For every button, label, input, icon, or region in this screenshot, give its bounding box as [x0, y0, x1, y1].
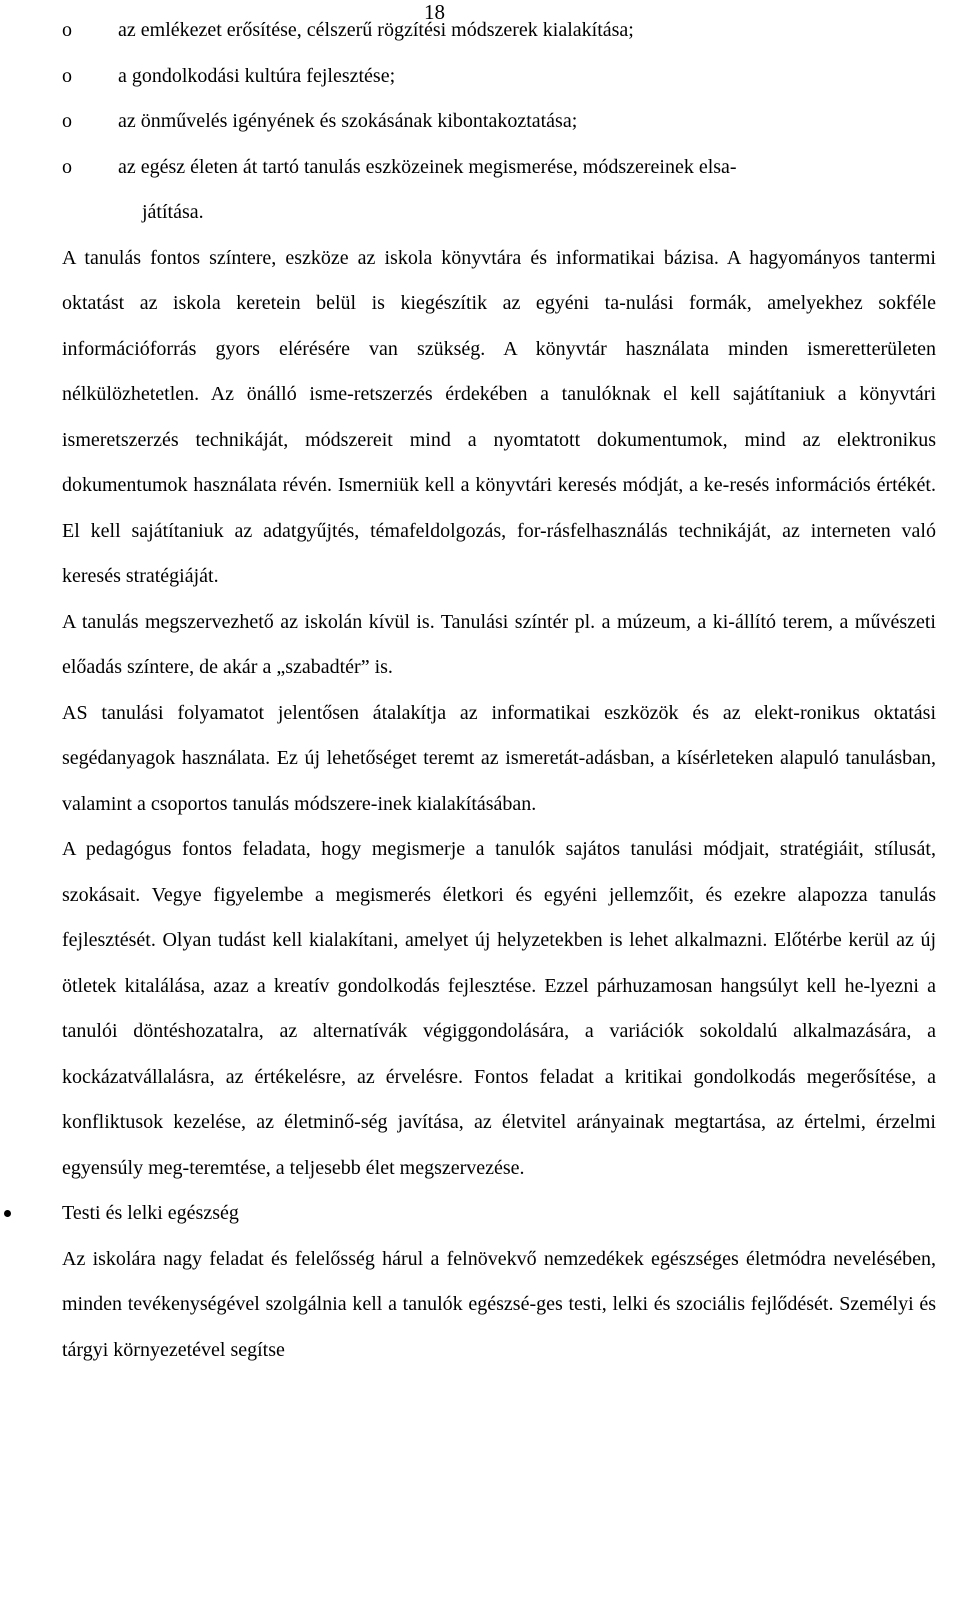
list-item-text: az egész életen át tartó tanulás eszközeinek megismerése, módszereinek elsa- — [118, 155, 737, 178]
list-marker: o — [62, 155, 72, 178]
section-heading: Testi és lelki egészség — [62, 1202, 239, 1224]
list-item — [62, 54, 936, 100]
list-item — [62, 145, 936, 236]
page-number: 18 — [424, 0, 445, 24]
list-marker: o — [62, 110, 72, 132]
page-body — [62, 8, 936, 1373]
list-marker: o — [62, 19, 72, 41]
paragraph-pedagogue: A pedagógus fontos feladata, hogy megismerje a tanulók sajátos tanulási módjait, stratégiáit, stílusát, szokásait. Vegye figyelembe a megismerés életkori és egyéni jellemzőit, és ezekre alapozza tanulás fejlesztését. Olyan tudást kell kialakítani, amelyet új helyzetekben is lehet alkalmazni. Előtérbe kerül az új ötletek kitalálása, azaz a kreatív gondolkodás fejlesztése. Ezzel párhuzamosan hangsúlyt kell he-lyezni a tanulói döntéshozatalra, az alternatívák végiggondolására, a variációk sokoldalú alkalmazására, a kockázatvállalásra, az értékelésre, az érvelésre. Fontos feladat a kritikai gondolkodás megerősítése, a konfliktusok kezelése, az életminő-ség javítása, az életvitel arányainak megtartása, az értelmi, érzelmi egyensúly meg-teremtése, a teljesebb élet megszervezése. — [62, 838, 936, 1179]
list-item — [62, 8, 936, 54]
paragraph-library: A tanulás fontos színtere, eszköze az iskola könyvtára és informatikai bázisa. A hagyományos tantermi oktatást az iskola keretein belül is kiegészítik az egyéni ta-nulási formák, amelyekhez sokféle információforrás gyors elérésére van szükség. A könyvtár használata minden ismeretterületen nélkülözhetetlen. Az önálló isme-retszerzés érdekében a tanulóknak el kell sajátítaniuk a könyvtári ismeretszerzés technikáját, módszereit mind a nyomtatott dokumentumok, mind az elektronikus dokumentumok használata révén. Ismerniük kell a könyvtári keresés módját, a ke-resés információs értékét. El kell sajátítaniuk az adatgyűjtés, témafeldolgozás, for-rásfelhasználás technikáját, az interneten való keresés stratégiáját. — [62, 246, 936, 587]
paragraph-health: Az iskolára nagy feladat és felelősség hárul a felnövekvő nemzedékek egészséges életmódra nevelésében, minden tevékenységével szolgálnia kell a tanulók egészsé-ges testi, lelki és szociális fejlődését. Személyi és tárgyi környezetével segítse — [62, 1247, 936, 1361]
paragraph-outside-school: A tanulás megszervezhető az iskolán kívül is. Tanulási színtér pl. a múzeum, a ki-állító terem, a művészeti előadás színtere, de akár a „szabadtér” is. — [62, 610, 936, 678]
list-marker: o — [62, 64, 72, 87]
list-item-text-continuation: játítása. — [142, 201, 204, 223]
list-item-text: az önművelés igényének és szokásának kibontakoztatása; — [118, 110, 578, 132]
bullet-heading-line — [62, 1191, 936, 1237]
objective-list — [62, 8, 936, 236]
list-item — [62, 99, 936, 145]
paragraph-informatics: AS tanulási folyamatot jelentősen átalakítja az informatikai eszközök és az elekt-ronikus oktatási segédanyagok használata. Ez új lehetőséget teremt az ismeretát-adásban, a kísérleteken alapuló tanulásban, valamint a csoportos tanulás módszere-inek kialakításában. — [62, 701, 936, 815]
bullet-icon — [4, 1210, 11, 1217]
list-item-text: a gondolkodási kultúra fejlesztése; — [118, 64, 396, 87]
list-item-text: az emlékezet erősítése, célszerű rögzítési módszerek kialakítása; — [118, 19, 634, 41]
